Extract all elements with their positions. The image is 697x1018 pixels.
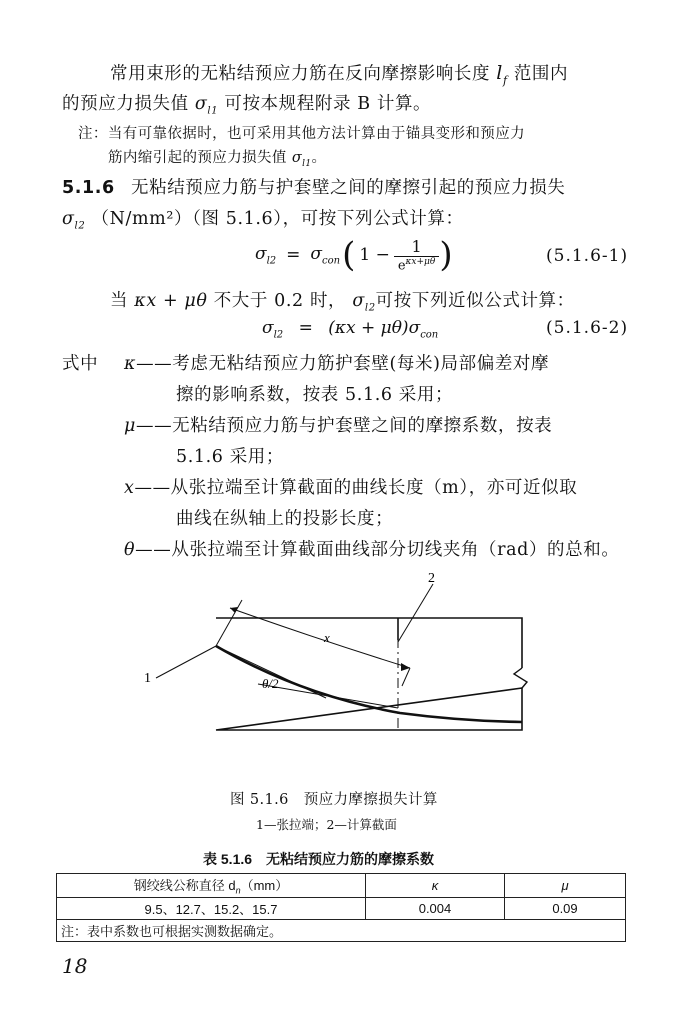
eq1-one: 1 −: [359, 245, 390, 265]
sigma-l1-sub: l1: [207, 105, 219, 117]
eq1-close-paren: ): [439, 235, 453, 275]
eq1-sigma-letter: σ: [310, 243, 323, 264]
eq1-equals: =: [286, 245, 301, 265]
section-arrow-tail: [402, 668, 410, 686]
section-line1: [62, 174, 565, 199]
eq1-lhs-letter: σ: [255, 243, 267, 264]
term-kappa-line1: [124, 350, 549, 375]
cell-diameters: 9.5、12.7、15.2、15.7: [57, 897, 366, 919]
term-x-text1: ——从张拉端至计算截面的曲线长度（m），亦可近似取: [134, 478, 578, 498]
note1-line2-text: 筋内缩引起的预应力损失值: [108, 150, 287, 166]
figure-5-1-6: [130, 570, 560, 775]
figure-legend: 1—张拉端；2—计算截面: [256, 817, 397, 832]
header-mu: μ: [505, 874, 626, 898]
section-sym-letter: σ: [62, 209, 75, 229]
label-theta: θ/2: [262, 676, 279, 691]
eq2-lhs: [262, 318, 284, 341]
lf-letter: l: [496, 62, 503, 84]
cell-kappa: 0.004: [366, 897, 505, 919]
eq2-equals: =: [298, 318, 313, 338]
term-mu-line2: 5.1.6 采用；: [176, 447, 284, 467]
header-diameter: [57, 874, 366, 898]
table-row: [57, 897, 626, 919]
header-diameter-unit: （mm）: [240, 878, 289, 893]
para1-line2-a: 的预应力损失值: [62, 94, 189, 114]
equation-1-number: (5.1.6-1): [546, 246, 629, 266]
section-title: 无粘结预应力筋与护套壁之间的摩擦引起的预应力损失: [131, 178, 566, 198]
note1-sym-sub: l1: [302, 158, 312, 169]
term-theta-symbol: θ: [124, 540, 136, 560]
eq1-lhs-sub: l2: [266, 255, 277, 267]
cond-sym-sub: l2: [364, 302, 376, 314]
cond-sym-letter: σ: [352, 291, 365, 311]
section-line2: [62, 205, 464, 232]
label-1: 1: [144, 671, 151, 686]
term-kappa-text1: ——考虑无粘结预应力筋护套壁(每米)局部偏差对摩: [136, 354, 550, 374]
eq2-rhs-sub: con: [420, 329, 439, 341]
header-diameter-text: 钢绞线公称直径 d: [133, 878, 236, 893]
beam-outline: [216, 618, 522, 730]
para1-line2: [62, 90, 431, 117]
note1-line1-text: 当有可靠依据时，也可采用其他方法计算由于锚具变形和预应力: [107, 126, 526, 142]
cond-a: 当: [110, 291, 129, 311]
eq1-denominator: [394, 257, 440, 273]
cell-mu: 0.09: [505, 897, 626, 919]
arrow-head-right-icon: [401, 663, 410, 671]
header-kappa: κ: [366, 874, 505, 898]
table-title: 表 5.1.6 无粘结预应力筋的摩擦系数: [203, 851, 435, 867]
equation-2-number: (5.1.6-2): [546, 318, 629, 338]
cond-expr: κx + μθ: [134, 291, 208, 311]
equation-1: [255, 232, 453, 278]
eq2-lhs-sub: l2: [273, 329, 284, 341]
term-kappa-symbol: κ: [124, 354, 137, 374]
note1-symbol: [291, 150, 312, 169]
sigma-l1-letter: σ: [194, 94, 208, 114]
section-symbol: [62, 209, 86, 232]
note1-sym-letter: σ: [291, 150, 303, 166]
eq2-rhs: [328, 318, 439, 341]
eq1-sigma: [310, 244, 340, 266]
eq1-lhs: [255, 244, 276, 266]
term-mu-line1: [124, 412, 552, 437]
para1-line1-text: 常用束形的无粘结预应力筋在反向摩擦影响长度: [110, 64, 491, 84]
cond-c: 可按下列近似公式计算：: [375, 291, 575, 311]
eq2-rhs-expr: (κx + μθ)σ: [328, 318, 421, 338]
equation-2: [262, 318, 438, 340]
term-mu-text1: ——无粘结预应力筋与护套壁之间的摩擦系数，按表: [135, 416, 553, 436]
condition-line: [110, 287, 575, 314]
leader-line-2: [398, 584, 433, 642]
sigma-l1: [194, 94, 219, 117]
eq1-numerator: 1: [394, 237, 440, 257]
where-label: 式中: [62, 354, 99, 374]
friction-table: [56, 873, 626, 942]
note1-line1: [78, 122, 525, 143]
x-dimension-arc: [230, 608, 410, 668]
para1-line2-b: 可按本规程附录 B 计算。: [224, 94, 432, 114]
term-x-line2: 曲线在纵轴上的投影长度；: [176, 509, 394, 529]
table-note-row: [57, 919, 626, 941]
break-mark-icon: [514, 668, 527, 688]
leader-line-1: [156, 646, 216, 678]
eq1-fraction: [394, 237, 440, 273]
term-theta-line1: [124, 536, 619, 561]
label-x: x: [324, 630, 330, 645]
x-arc-extension: [216, 600, 242, 646]
tangent-line-2: [258, 684, 398, 708]
label-2: 2: [428, 571, 435, 586]
eq2-lhs-letter: σ: [262, 318, 274, 338]
term-theta-text1: ——从张拉端至计算截面曲线部分切线夹角（rad）的总和。: [135, 540, 620, 560]
eq1-sigma-sub: con: [322, 255, 341, 267]
note1-line2: [108, 146, 326, 169]
lf-sub: f: [502, 73, 508, 87]
header-diameter-sub: n: [235, 885, 241, 896]
table-header-row: [57, 874, 626, 898]
para1-line1-end: 范围内: [513, 64, 569, 84]
figure-caption: 图 5.1.6 预应力摩擦损失计算: [230, 792, 438, 808]
term-x-line1: [124, 474, 577, 499]
note1-end: 。: [311, 150, 327, 166]
term-kappa-line2: 擦的影响系数，按表 5.1.6 采用；: [176, 385, 454, 405]
section-number: 5.1.6: [62, 178, 115, 198]
para1-line1: [110, 60, 568, 87]
section-sym-sub: l2: [74, 220, 86, 232]
lf-symbol: [496, 62, 508, 87]
note1-label: 注：: [78, 126, 108, 142]
table-note: 注：表中系数也可根据实测数据确定。: [57, 919, 626, 941]
cond-symbol: [352, 291, 376, 314]
eq1-den-exponent: κx+μθ: [405, 256, 436, 267]
term-mu-symbol: μ: [124, 416, 136, 436]
eq1-open-paren: (: [342, 235, 356, 275]
page-number: 18: [62, 954, 88, 978]
eq1-den-e: e: [397, 258, 406, 274]
term-x-symbol: x: [124, 478, 135, 498]
section-unit: （N/mm²）（图 5.1.6），可按下列公式计算：: [91, 209, 464, 229]
cond-b: 不大于 0.2 时，: [213, 291, 347, 311]
